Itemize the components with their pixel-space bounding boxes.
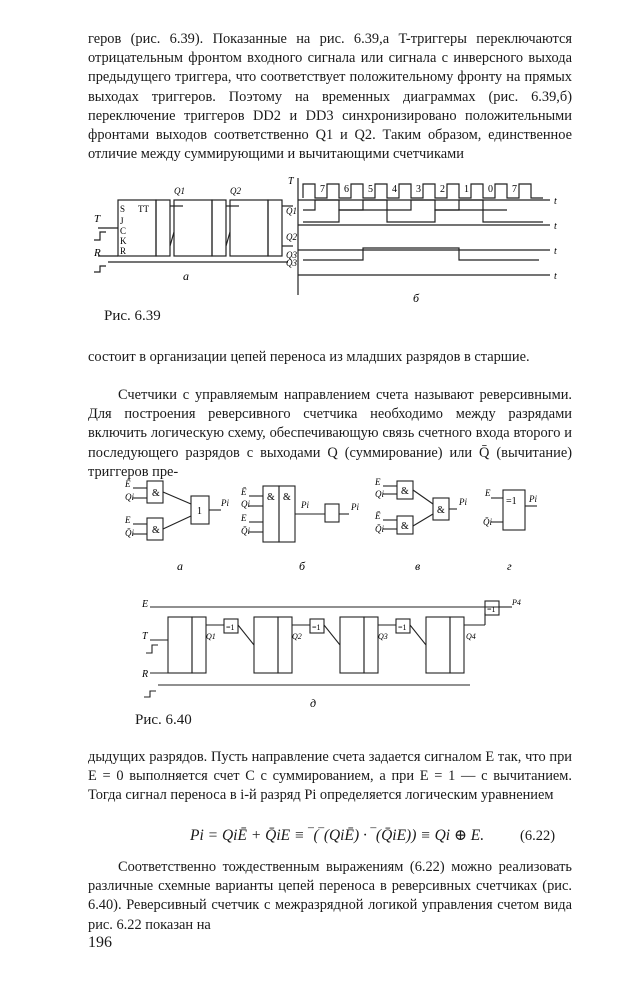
fig40v-sig-1: E (375, 477, 381, 487)
fig40-sublabel-v: в (415, 559, 421, 573)
fig39-row-Q2: Q2 (286, 232, 297, 242)
fig39-output-Q2: Q2 (230, 186, 241, 196)
fig39-sublabel-a: а (183, 269, 189, 283)
fig40v-out: Pi (459, 497, 467, 507)
fig39-label-J: J (120, 216, 124, 226)
fig40b-sig-2: Qi (241, 499, 250, 509)
fig40a-sig-3: E (125, 515, 131, 525)
fig39-count-3: 5 (368, 184, 373, 195)
fig40d-out-P4: P4 (512, 598, 521, 607)
fig40d-xor-2: =1 (312, 623, 321, 632)
fig39-axis-t-2: t (554, 221, 557, 232)
fig40d-input-R: R (142, 669, 149, 680)
fig40d-xor-4: =1 (487, 605, 496, 614)
fig39-count-5: 3 (416, 184, 421, 195)
fig40d-out-Q2: Q2 (292, 632, 302, 641)
fig39-label-C: C (120, 226, 127, 236)
equation-number: (6.22) (520, 828, 556, 844)
fig40b-out: Pi (351, 502, 359, 512)
fig39-axis-t-3: t (554, 246, 557, 257)
fig39-count-8: 0 (488, 184, 493, 195)
fig40d-out-Q4: Q4 (466, 632, 476, 641)
fig39-label-K: K (120, 236, 127, 246)
fig39-count-4: 4 (392, 184, 397, 195)
figure-6-40-d (140, 595, 540, 713)
fig40a-out: Pi (221, 498, 229, 508)
fig39-output-Q3: Q3 (286, 250, 297, 260)
fig39-count-2: 6 (344, 184, 349, 195)
fig40v-gate-and-3: & (437, 505, 445, 516)
fig39-sublabel-b: б (413, 291, 420, 305)
fig39-count-1: 7 (320, 184, 325, 195)
fig39-count-6: 2 (440, 184, 445, 195)
fig40-sublabel-a: а (177, 559, 183, 573)
fig40g-sig-1: E (485, 488, 491, 498)
fig40d-xor-1: =1 (226, 623, 235, 632)
fig40-sublabel-g: г (507, 559, 512, 573)
paragraph-3: Счетчики с управляемым направлением счета называют реверсивными. Для построения реверсивного счетчика необходимо между разрядами включить логическую схему, обеспечивающую связь счетного входа второго и последующего разрядов с выходами Q (суммирование) или Q̄ (вычитание) триггеров пре- (88, 387, 572, 480)
fig39-axis-t-4: t (554, 271, 557, 282)
fig40-sublabel-d: д (310, 696, 317, 710)
fig39-label-TT: TT (138, 204, 149, 214)
fig40v-gate-and-1: & (401, 486, 409, 497)
fig40v-gate-and-2: & (401, 521, 409, 532)
fig40b-gate-and-1: & (267, 492, 275, 503)
fig39-label-R: R (120, 246, 127, 256)
fig39-count-7: 1 (464, 184, 469, 195)
fig40a-gate-and-2: & (152, 525, 160, 536)
fig40g-out: Pi (529, 494, 537, 504)
figure-6-40-variants (125, 476, 545, 576)
fig39-input-T: T (94, 213, 101, 225)
paragraph-4: дыдущих разрядов. Пусть направление счета задается сигналом E так, что при E = 0 выполняется счет C с суммированием, а при E = 1 — с вычитанием. Тогда сигнал переноса в i-й разряд Pi определяется логическим уравнением (88, 749, 572, 804)
fig40-sublabel-b: б (299, 559, 306, 573)
fig40v-sig-3: Ē (375, 511, 381, 521)
fig40a-sig-2: Qi (125, 492, 134, 502)
fig40d-xor-3: =1 (398, 623, 407, 632)
fig39-caption: Рис. 6.39 (104, 308, 161, 324)
fig40g-sig-2: Q̄i (483, 517, 492, 527)
fig39-label-S: S (120, 204, 126, 214)
fig40b-sig-1: Ē (241, 487, 247, 497)
fig39-row-T: T (288, 176, 294, 187)
fig40a-gate-and-1: & (152, 488, 160, 499)
fig40d-out-Q1: Q1 (206, 632, 216, 641)
fig40a-gate-or: 1 (197, 506, 202, 517)
fig40b-sig-3: E (241, 513, 247, 523)
fig40b-mid: Pi (301, 500, 309, 510)
paragraph-1: геров (рис. 6.39). Показанные на рис. 6.39,а T-триггеры переключаются отрицательным фронтом входного сигнала или сигнала с инверсного выхода предыдущего триггера, что соответствует положительному фронту на прямых выходах триггеров. Поэтому на временных диаграммах (рис. 6.39,б) переключение триггеров DD2 и DD3 синхронизировано положительными фронтами выходов соответственно Q1 и Q2. Таким образом, единственное отличие между суммирующими и вычитающими счетчиками (88, 31, 572, 163)
fig40d-input-T: T (142, 631, 148, 642)
fig40b-sig-4: Q̄i (241, 526, 250, 536)
fig39-axis-t-1: t (554, 196, 557, 207)
fig40-caption: Рис. 6.40 (135, 712, 192, 728)
fig40a-sig-1: Ē (125, 479, 131, 489)
fig40g-gate-xor: =1 (506, 496, 517, 507)
fig39-input-R: R (94, 247, 101, 259)
fig39-row-Q1: Q1 (286, 206, 297, 216)
fig40v-sig-2: Qi (375, 489, 384, 499)
fig39-count-9: 7 (512, 184, 517, 195)
page-number: 196 (88, 934, 112, 951)
fig40b-gate-and-2: & (283, 492, 291, 503)
fig40d-out-Q3: Q3 (378, 632, 388, 641)
fig39-row-Q3: Q3 (286, 258, 297, 268)
formula-6-22: Pi = QiĒ + Q̄iE ≡ ‾(‾(QiĒ) · ‾(Q̄iE)) ≡ Qi ⊕ E. (190, 827, 485, 844)
fig39-output-Q1: Q1 (174, 186, 185, 196)
fig40d-input-E: E (142, 599, 149, 610)
paragraph-5: Соответственно тождественным выражениям (6.22) можно реализовать различные схемные варианты цепей переноса в реверсивных счетчиках (рис. 6.40). Реверсивный счетчик с межразрядной логикой управления счетом вида рис. 6.22 показан на (88, 859, 572, 933)
paragraph-2: состоит в организации цепей переноса из младших разрядов в старшие. (88, 349, 530, 365)
fig40a-sig-4: Q̄i (125, 528, 134, 538)
fig40v-sig-4: Q̄i (375, 524, 384, 534)
